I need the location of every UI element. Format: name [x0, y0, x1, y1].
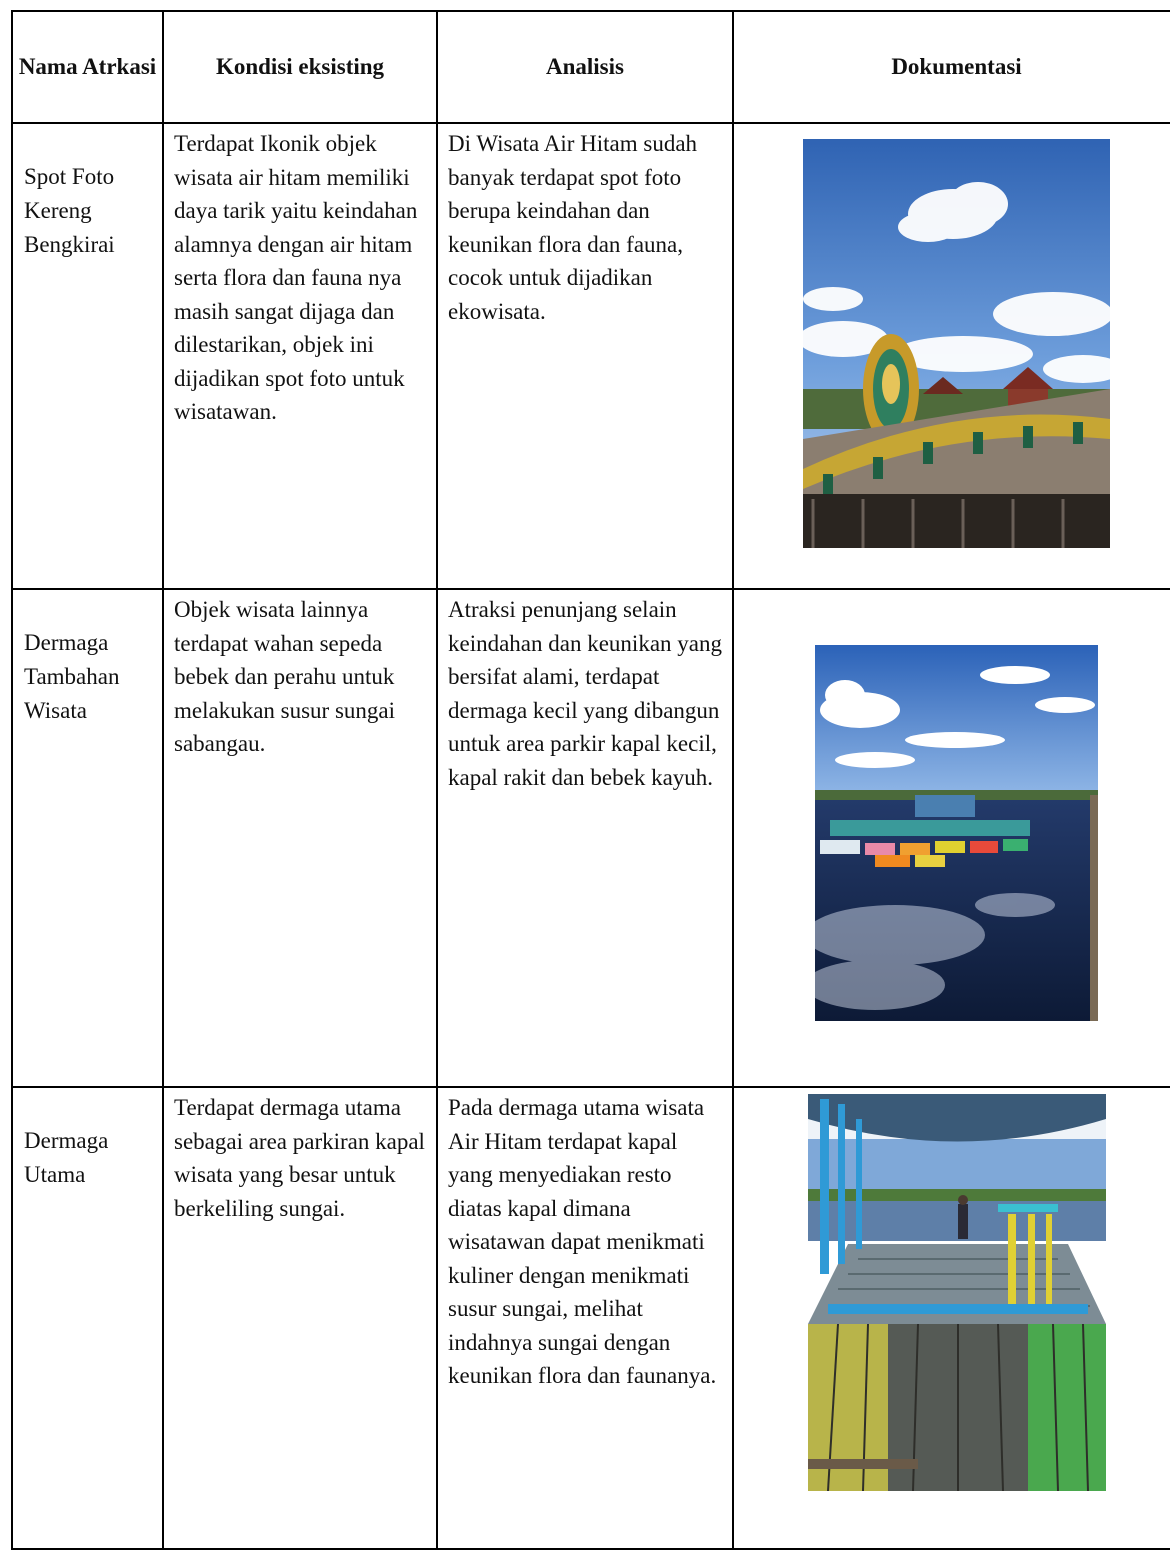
analisis-text: Atraksi penunjang selain keindahan dan keunikan yang bersifat alami, terdapat dermaga kecil yang dibangun untuk area parkir kapal kecil, kapal rakit dan bebek kayuh. — [448, 597, 722, 790]
attraction-name: Dermaga Tambahan Wisata — [24, 630, 120, 723]
kondisi-text: Objek wisata lainnya terdapat wahan sepeda bebek dan perahu untuk melakukan susur sungai sabangau. — [174, 597, 396, 756]
table-row — [12, 1087, 1170, 1549]
table-row — [12, 589, 1170, 1087]
photo-dermaga-tambahan — [815, 645, 1098, 1021]
kondisi-text: Terdapat Ikonik objek wisata air hitam memiliki daya tarik yaitu keindahan alamnya dengan air hitam serta flora dan fauna nya masih sangat dijaga dan dilestarikan, objek ini dijadikan spot foto untuk wisatawan. — [174, 131, 418, 424]
header-dokumentasi: Dokumentasi — [733, 11, 1170, 123]
kondisi-cell — [163, 123, 437, 589]
analisis-text: Pada dermaga utama wisata Air Hitam terdapat kapal yang menyediakan resto diatas kapal dimana wisatawan dapat menikmati kuliner dengan menikmati susur sungai, melihat indahnya sungai dengan keunikan flora dan faunanya. — [448, 1095, 717, 1388]
header-row — [12, 11, 1170, 123]
header-kondisi-eksisting: Kondisi eksisting — [163, 11, 437, 123]
attraction-name: Dermaga Utama — [24, 1128, 109, 1187]
documentation-cell — [733, 589, 1170, 1087]
header-nama-atraksi: Nama Atrkasi — [12, 11, 163, 123]
analisis-cell — [437, 1087, 733, 1549]
attraction-name-cell — [12, 123, 163, 589]
analisis-cell — [437, 589, 733, 1087]
header-analisis: Analisis — [437, 11, 733, 123]
documentation-cell — [733, 123, 1170, 589]
analisis-cell — [437, 123, 733, 589]
photo-dermaga-utama — [808, 1094, 1106, 1491]
attraction-name: Spot Foto Kereng Bengkirai — [24, 164, 115, 257]
photo-spot-foto-kereng-bengkirai — [803, 139, 1110, 548]
table-row — [12, 123, 1170, 589]
attraction-name-cell — [12, 1087, 163, 1549]
documentation-cell — [733, 1087, 1170, 1549]
attractions-table — [11, 10, 1170, 1550]
attraction-name-cell — [12, 589, 163, 1087]
analisis-text: Di Wisata Air Hitam sudah banyak terdapat spot foto berupa keindahan dan keunikan flora dan fauna, cocok untuk dijadikan ekowisata. — [448, 131, 698, 324]
kondisi-cell — [163, 589, 437, 1087]
kondisi-text: Terdapat dermaga utama sebagai area parkiran kapal wisata yang besar untuk berkeliling sungai. — [174, 1095, 425, 1221]
kondisi-cell — [163, 1087, 437, 1549]
